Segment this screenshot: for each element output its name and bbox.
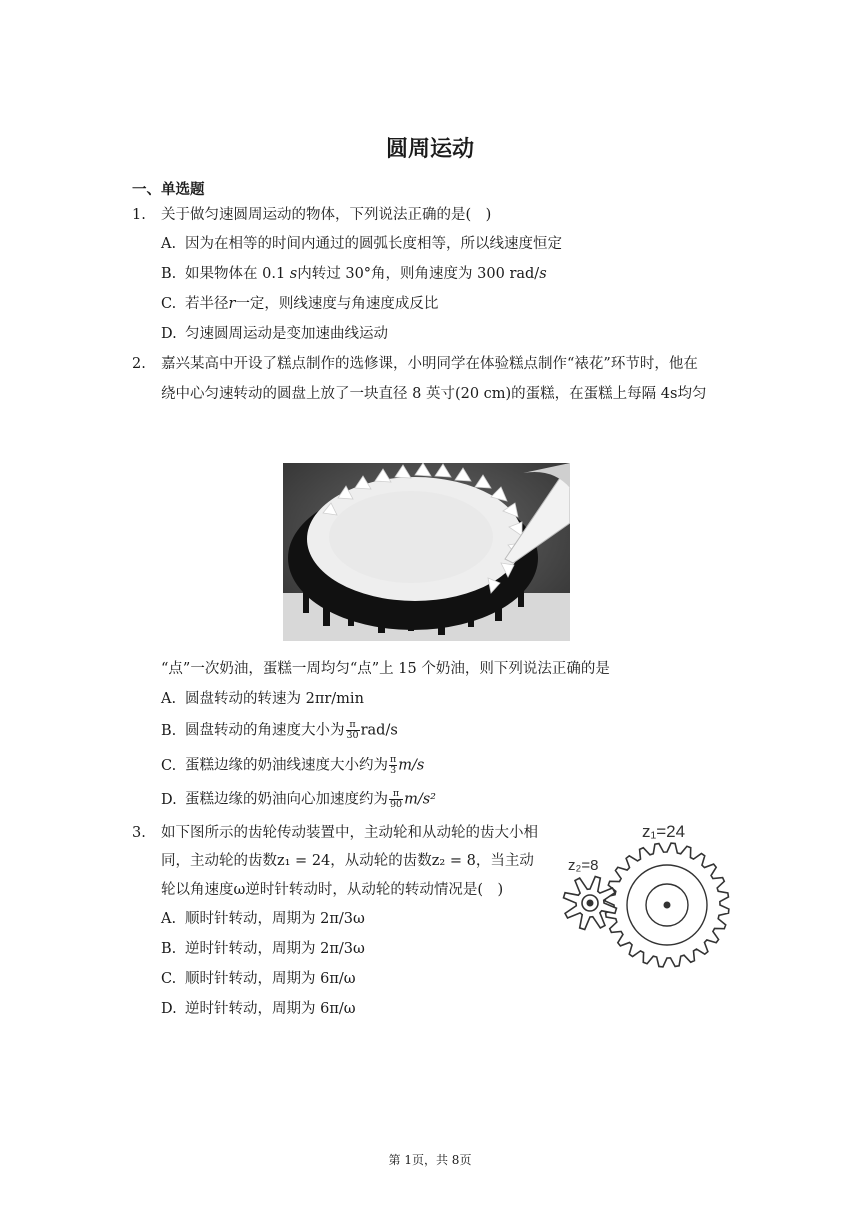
question-2-stem-line-3: “点”一次奶油，蛋糕一周均匀“点”上 15 个奶油，则下列说法正确的是 (161, 661, 610, 677)
question-3-stem-line-3: 轮以角速度ω逆时针转动时，从动轮的转动情况是( ) (161, 882, 504, 898)
fraction: $\frac{\pi}{3}$ (390, 754, 397, 776)
question-1-number: 1. (132, 207, 146, 223)
question-3-option-a: A. 顺时针转动，周期为 2π/3ω (161, 911, 365, 927)
question-1-option-c: C. 若半径r一定，则线速度与角速度成反比 (161, 296, 439, 312)
question-3-option-d: D. 逆时针转动，周期为 6π/ω (161, 1001, 356, 1017)
section-heading: 一、单选题 (132, 182, 205, 198)
question-3-number: 3. (132, 825, 146, 841)
big-gear-label: z₁=24 (642, 822, 686, 841)
fraction: $\frac{\pi}{90}$ (390, 788, 403, 810)
question-1-option-b: B. 如果物体在 0.1 s内转过 30°角，则角速度为 300 rad/s (161, 266, 547, 282)
question-3-stem-line-2: 同，主动轮的齿数z₁ = 24，从动轮的齿数z₂ = 8，当主动 (161, 853, 534, 869)
page-footer: 第 1页，共 8页 (388, 1153, 472, 1167)
question-2-option-b: B. 圆盘转动的角速度大小为 $\frac{\pi}{30}$ rad/s (161, 719, 398, 741)
question-3-stem-line-1: 如下图所示的齿轮传动装置中，主动轮和从动轮的齿大小相 (161, 825, 538, 841)
question-3-option-b: B. 逆时针转动，周期为 2π/3ω (161, 941, 365, 957)
question-2-option-d: D. 蛋糕边缘的奶油向心加速度约为 $\frac{\pi}{90}$ m/s² (161, 788, 436, 810)
question-2-stem-line-2: 绕中心匀速转动的圆盘上放了一块直径 8 英寸(20 cm)的蛋糕，在蛋糕上每隔 4s均匀 (161, 386, 707, 402)
page-title: 圆周运动 (385, 137, 474, 162)
gears-diagram (560, 815, 735, 970)
fraction: $\frac{\pi}{30}$ (346, 719, 359, 741)
driving-gear (605, 843, 729, 967)
question-1-stem: 关于做匀速圆周运动的物体，下列说法正确的是( ) (161, 207, 492, 223)
question-2-option-c: C. 蛋糕边缘的奶油线速度大小约为 $\frac{\pi}{3}$ m/s (161, 754, 425, 776)
question-2-number: 2. (132, 356, 146, 372)
cake-photo (283, 463, 570, 641)
question-1-option-a: A. 因为在相等的时间内通过的圆弧长度相等，所以线速度恒定 (161, 236, 562, 252)
question-3-option-c: C. 顺时针转动，周期为 6π/ω (161, 971, 356, 987)
question-1-option-d: D. 匀速圆周运动是变加速曲线运动 (161, 326, 388, 342)
question-2-stem-line-1: 嘉兴某高中开设了糕点制作的选修课，小明同学在体验糕点制作“裱花”环节时，他在 (161, 356, 698, 372)
small-gear-label: z₂=8 (568, 857, 599, 874)
question-2-option-a: A. 圆盘转动的转速为 2πr/min (161, 691, 364, 707)
